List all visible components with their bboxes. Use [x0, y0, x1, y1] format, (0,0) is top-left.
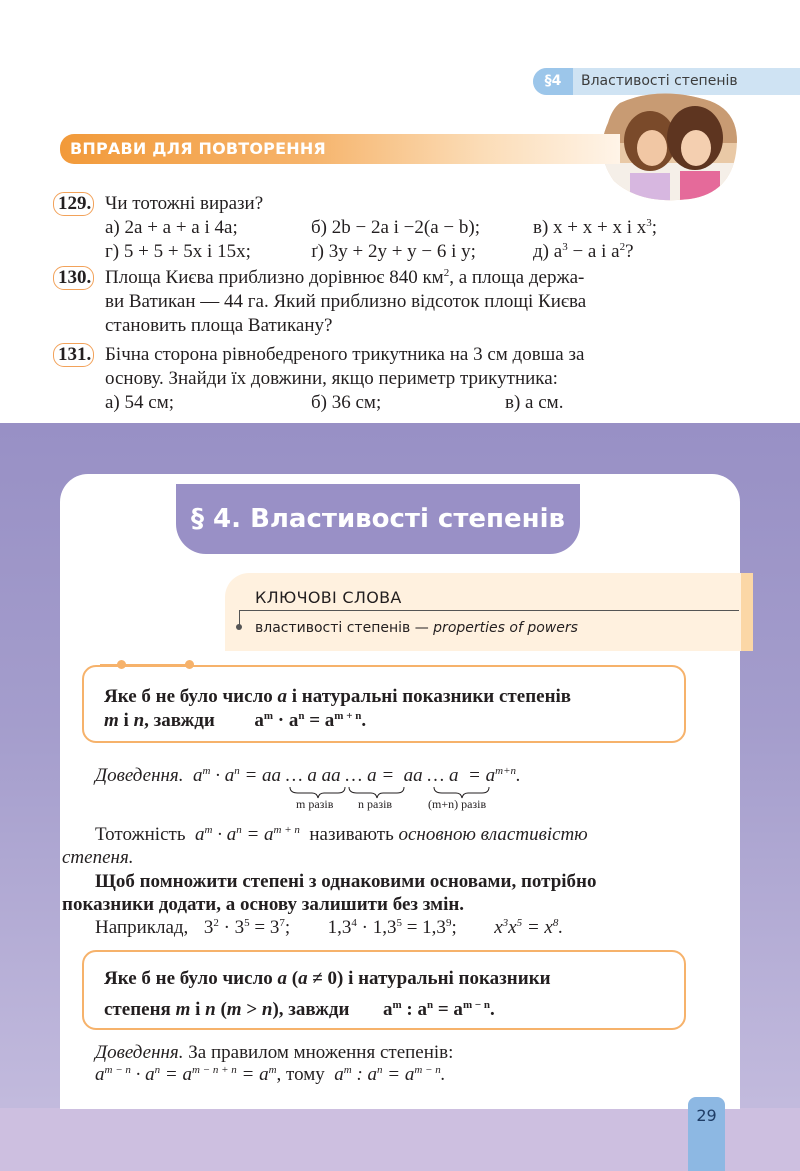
exercise-question: Чи тотожні вирази?: [105, 193, 264, 214]
example-line: Наприклад, $3^2 \cdot 3^5 = 3^7$; $1,3^4 \cdot 1,3^5 = 1,3^9$; $x^3x^5 = x^8$.: [95, 917, 564, 938]
exercise-130: [53, 266, 713, 338]
rule1-line2: m і n, завжди $a^m \cdot a^n = a^{m + n}$.: [104, 710, 367, 731]
exercise-line: становить площа Ватикану?: [105, 315, 333, 336]
bold-rule-line1: Щоб помножити степені з однаковими основами, потрібно: [95, 871, 597, 892]
keywords-box: [225, 573, 753, 651]
exercise-131: [53, 343, 713, 415]
rule-connector: [100, 664, 190, 666]
exercise-number: 130.: [53, 266, 94, 290]
section-title: § 4. Властивості степенів: [176, 484, 580, 554]
review-banner-text: ВПРАВИ ДЛЯ ПОВТОРЕННЯ: [70, 139, 326, 158]
section-number: §4: [533, 68, 573, 95]
exercise-129: [53, 192, 713, 264]
option-f: д) $a^3 - a$ і $a^2$?: [533, 241, 634, 262]
exercise-line: Площа Києва приблизно дорівнює 840 $км^2$, а площа держа-: [105, 267, 585, 288]
rule2-line1: Яке б не було число a (a ≠ 0) і натуральні показники: [104, 968, 551, 989]
keyword-entry: властивості степенів — properties of powers: [255, 620, 578, 636]
brace-label-mn: (m+n) разів: [428, 797, 487, 811]
proof2-line2: $a^{m - n} \cdot a^n = a^{m - n + n} = a^m$, тому $a^m$ : $a^n = a^{m - n}$.: [95, 1064, 446, 1085]
proof2-line1: Доведення. За правилом множення степенів:: [95, 1042, 454, 1063]
bold-rule-line2: показники додати, а основу залишити без змін.: [62, 894, 465, 915]
brace-label-n: n разів: [358, 797, 393, 811]
option-c: в) a см.: [505, 392, 564, 413]
dot-icon: [185, 660, 194, 669]
students-photo: [600, 93, 740, 203]
identity-line1: Тотожність $a^m \cdot a^n = a^{m + n}$ називають основною властивістю: [95, 824, 588, 845]
identity-line2: степеня.: [62, 847, 134, 868]
exercise-number: 131.: [53, 343, 94, 367]
section-header-title: Властивості степенів: [581, 73, 738, 89]
exercise-line: Бічна сторона рівнобедреного трикутника на 3 см довша за: [105, 344, 585, 365]
bottom-bar: [0, 1108, 800, 1171]
option-a: а) 2a + a + a і 4a;: [105, 217, 238, 238]
rule2-line2: степеня m і n (m > n), завжди $a^m$ : $a^n = a^{m - n}$.: [104, 999, 495, 1020]
option-c: в) x + x + x і $x^3$;: [533, 217, 658, 238]
page-number: 29: [688, 1097, 725, 1171]
exercise-line: ви Ватикан — 44 га. Який приблизно відсоток площі Києва: [105, 291, 587, 312]
proof1-line: Доведення. $a^m \cdot a^n$ = aa … a aa … a = aa … $a = a^{m+n}$.: [95, 765, 521, 786]
dot-icon: [117, 660, 126, 669]
option-a: а) 54 см;: [105, 392, 174, 413]
option-b: б) 2b − 2a і −2(a − b);: [311, 217, 480, 238]
brace-label-m: m разів: [296, 797, 334, 811]
option-b: б) 36 см;: [311, 392, 382, 413]
review-banner: [60, 134, 620, 164]
exercise-number: 129.: [53, 192, 94, 216]
rule1-line1: Яке б не було число a і натуральні показники степенів: [104, 686, 572, 707]
option-d: г) 5 + 5 + 5x і 15x;: [105, 241, 251, 262]
bullet-dot-icon: [236, 624, 242, 630]
exercise-line: основу. Знайди їх довжини, якщо периметр трикутника:: [105, 368, 558, 389]
option-e: ґ) 3y + 2y + y − 6 і y;: [311, 241, 476, 262]
section-header-tab: [533, 68, 800, 95]
keywords-title: КЛЮЧОВІ СЛОВА: [255, 588, 402, 607]
